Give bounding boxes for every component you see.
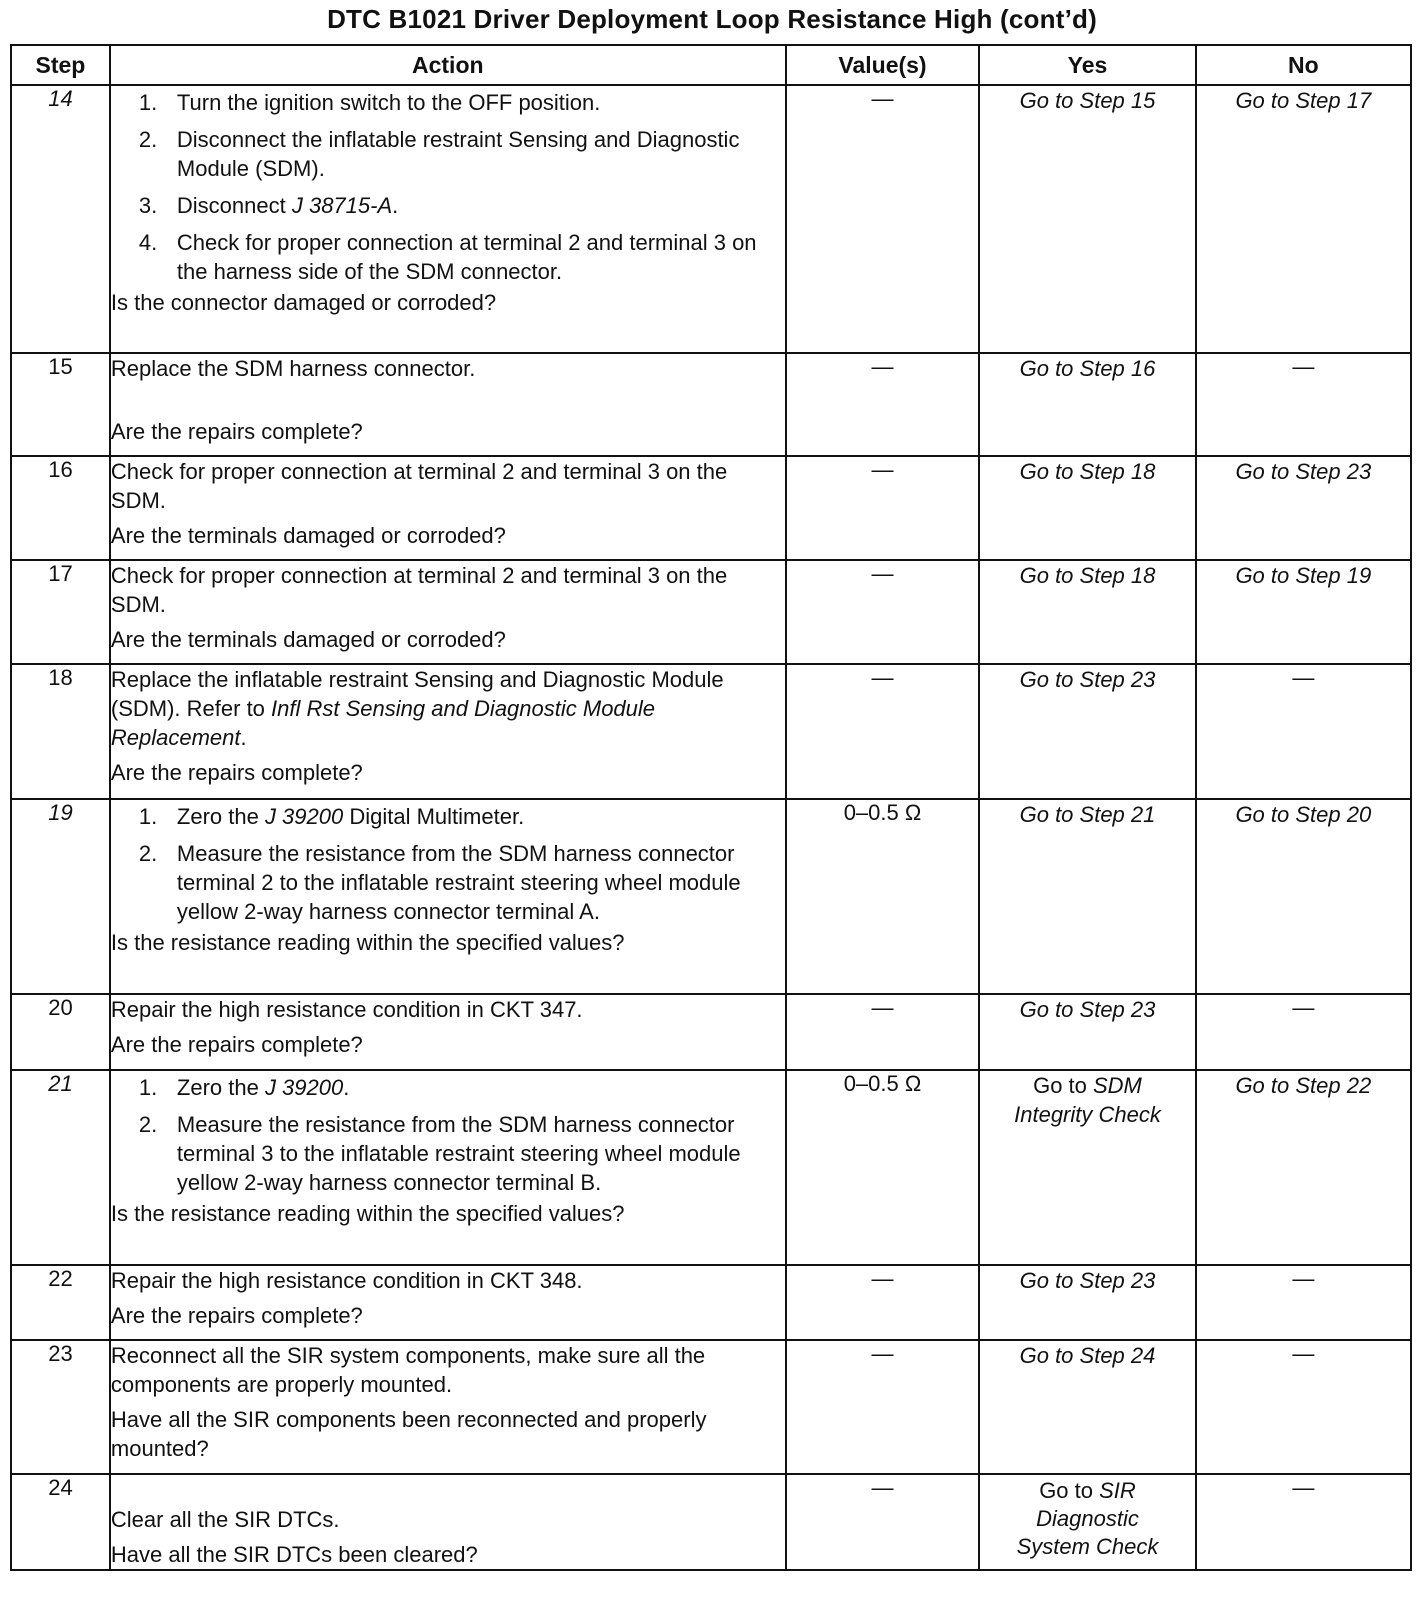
no-cell [1196, 799, 1411, 994]
yes-cell [979, 664, 1195, 799]
action-text-part: . [240, 725, 247, 750]
value-cell: — [786, 85, 980, 353]
question: Are the terminals damaged or corroded? [110, 523, 506, 548]
item-text: Zero the [176, 1075, 265, 1100]
yes-link[interactable]: Go to Step 23 [1019, 667, 1156, 692]
no-cell: — [1196, 1340, 1411, 1474]
header-action: Action [110, 45, 786, 85]
step-number: 21 [11, 1070, 110, 1265]
no-link[interactable]: Go to Step 22 [1235, 1073, 1372, 1098]
no-link[interactable]: Go to Step 17 [1235, 88, 1372, 113]
yes-link-prefix: Go to [1039, 1478, 1100, 1503]
item-text: Disconnect [176, 193, 292, 218]
action-text: Repair the high resistance condition in CKT 347. [110, 997, 583, 1022]
header-values: Value(s) [786, 45, 980, 85]
no-cell [1196, 85, 1411, 353]
step-number: 14 [11, 85, 110, 353]
tool-reference: J 39200 [264, 804, 344, 829]
step-number: 19 [11, 799, 110, 994]
list-item [138, 839, 785, 926]
yes-link[interactable]: Go to Step 16 [1019, 356, 1156, 381]
action-text: Replace the SDM harness connector. [110, 356, 476, 381]
table-row [11, 560, 1411, 664]
value-cell: — [786, 1265, 980, 1340]
table-row [11, 353, 1411, 456]
action-text: Check for proper connection at terminal 2 and terminal 3 on the SDM. [110, 563, 728, 617]
page-title: DTC B1021 Driver Deployment Loop Resistance High (cont’d) [327, 4, 1097, 34]
action-cell [110, 664, 786, 799]
value-cell: — [786, 456, 980, 560]
yes-cell [979, 1070, 1195, 1265]
item-number: 2. [138, 1112, 158, 1137]
question: Is the connector damaged or corroded? [110, 290, 497, 315]
question: Are the repairs complete? [110, 1032, 363, 1057]
item-text: Measure the resistance from the SDM harness connector terminal 3 to the inflatable restraint steering wheel module yellow 2-way harness connector terminal B. [176, 1112, 741, 1195]
value-cell: — [786, 353, 980, 456]
step-number: 22 [11, 1265, 110, 1340]
step-number: 16 [11, 456, 110, 560]
no-cell: — [1196, 1474, 1411, 1570]
action-text-part: Replace the inflatable restraint Sensing and Diagnostic Module (SDM). Refer to [110, 667, 724, 721]
yes-cell [979, 456, 1195, 560]
yes-cell [979, 994, 1195, 1070]
yes-cell [979, 85, 1195, 353]
header-row [11, 45, 1411, 85]
yes-link[interactable]: Go to Step 18 [1019, 563, 1156, 588]
action-cell [110, 1070, 786, 1265]
yes-link[interactable] [980, 1071, 1194, 1133]
tool-reference: J 39200 [264, 1075, 344, 1100]
item-number: 2. [138, 841, 158, 866]
item-text: Check for proper connection at terminal 2 and terminal 3 on the harness side of the SDM connector. [176, 230, 757, 284]
action-text: Repair the high resistance condition in CKT 348. [110, 1268, 583, 1293]
yes-link[interactable]: Go to Step 18 [1019, 459, 1156, 484]
yes-cell [979, 560, 1195, 664]
value-cell: 0–0.5 Ω [786, 1070, 980, 1265]
action-cell [110, 1340, 786, 1474]
item-number: 1. [138, 90, 158, 115]
procedure-reference: SDM Integrity Check [1014, 1073, 1161, 1127]
value-cell: — [786, 1474, 980, 1570]
item-text: Disconnect the inflatable restraint Sensing and Diagnostic Module (SDM). [176, 127, 740, 181]
no-cell: — [1196, 664, 1411, 799]
item-number: 3. [138, 193, 158, 218]
action-cell [110, 1474, 786, 1570]
action-cell [110, 353, 786, 456]
list-item [138, 1073, 785, 1102]
yes-link[interactable]: Go to Step 24 [1019, 1343, 1156, 1368]
question: Have all the SIR components been reconnected and properly mounted? [110, 1407, 707, 1461]
yes-link[interactable]: Go to Step 23 [1019, 997, 1156, 1022]
no-cell [1196, 456, 1411, 560]
no-cell: — [1196, 994, 1411, 1070]
action-text: Reconnect all the SIR system components, make sure all the components are properly mounted. [110, 1343, 706, 1397]
step-number: 20 [11, 994, 110, 1070]
no-cell [1196, 1070, 1411, 1265]
diagnostic-table [10, 44, 1412, 1571]
header-step: Step [11, 45, 110, 85]
item-text: Turn the ignition switch to the OFF position. [176, 90, 601, 115]
yes-link[interactable]: Go to Step 15 [1019, 88, 1156, 113]
header-no: No [1196, 45, 1411, 85]
yes-cell [979, 799, 1195, 994]
table-row [11, 1265, 1411, 1340]
list-item [138, 228, 785, 286]
question: Is the resistance reading within the specified values? [110, 1201, 625, 1226]
list-item [138, 1110, 785, 1197]
no-link[interactable]: Go to Step 20 [1235, 802, 1372, 827]
table-row [11, 994, 1411, 1070]
question: Have all the SIR DTCs been cleared? [110, 1542, 478, 1567]
table-row [11, 799, 1411, 994]
action-cell [110, 560, 786, 664]
no-cell: — [1196, 1265, 1411, 1340]
action-cell [110, 1265, 786, 1340]
value-cell: 0–0.5 Ω [786, 799, 980, 994]
value-cell: — [786, 1340, 980, 1474]
question: Are the repairs complete? [110, 1303, 363, 1328]
no-link[interactable]: Go to Step 19 [1235, 563, 1372, 588]
no-link[interactable]: Go to Step 23 [1235, 459, 1372, 484]
step-number: 15 [11, 353, 110, 456]
step-number: 18 [11, 664, 110, 799]
item-number: 2. [138, 127, 158, 152]
action-cell [110, 994, 786, 1070]
header-yes: Yes [979, 45, 1195, 85]
step-number: 24 [11, 1474, 110, 1570]
table-row [11, 1340, 1411, 1474]
yes-cell [979, 1340, 1195, 1474]
step-number: 23 [11, 1340, 110, 1474]
item-text: . [343, 1075, 350, 1100]
question: Is the resistance reading within the specified values? [110, 930, 625, 955]
item-number: 1. [138, 1075, 158, 1100]
list-item [138, 191, 785, 220]
yes-cell [979, 1474, 1195, 1570]
question: Are the repairs complete? [110, 760, 363, 785]
table-row [11, 1474, 1411, 1570]
item-text: Digital Multimeter. [343, 804, 525, 829]
list-item [138, 125, 785, 183]
no-cell [1196, 560, 1411, 664]
table-row [11, 1070, 1411, 1265]
action-text [111, 665, 785, 752]
list-item [138, 802, 785, 831]
no-cell: — [1196, 353, 1411, 456]
yes-link[interactable] [980, 1475, 1194, 1563]
action-cell [110, 799, 786, 994]
table-row [11, 664, 1411, 799]
list-item [138, 88, 785, 117]
item-number: 1. [138, 804, 158, 829]
yes-cell [979, 353, 1195, 456]
question: Are the terminals damaged or corroded? [110, 627, 506, 652]
question: Are the repairs complete? [110, 419, 363, 444]
action-text: Check for proper connection at terminal 2 and terminal 3 on the SDM. [110, 459, 728, 513]
action-cell [110, 456, 786, 560]
item-text: Measure the resistance from the SDM harness connector terminal 2 to the inflatable restraint steering wheel module yellow 2-way harness connector terminal A. [176, 841, 741, 924]
action-text: Clear all the SIR DTCs. [110, 1507, 340, 1532]
value-cell: — [786, 664, 980, 799]
yes-link-prefix: Go to [1033, 1073, 1093, 1098]
yes-cell [979, 1265, 1195, 1340]
table-row [11, 456, 1411, 560]
procedure-reference: SIR Diagnostic System Check [1016, 1478, 1159, 1559]
value-cell: — [786, 994, 980, 1070]
procedure-reference[interactable]: Infl Rst Sensing and Diagnostic Module Replacement [110, 696, 656, 750]
action-cell [110, 85, 786, 353]
item-text: Zero the [176, 804, 265, 829]
table-row [11, 85, 1411, 353]
yes-link[interactable]: Go to Step 21 [1019, 802, 1156, 827]
item-number: 4. [138, 230, 158, 255]
yes-link[interactable]: Go to Step 23 [1019, 1268, 1156, 1293]
value-cell: — [786, 560, 980, 664]
item-text: . [392, 193, 399, 218]
tool-reference: J 38715-A [291, 193, 393, 218]
step-number: 17 [11, 560, 110, 664]
